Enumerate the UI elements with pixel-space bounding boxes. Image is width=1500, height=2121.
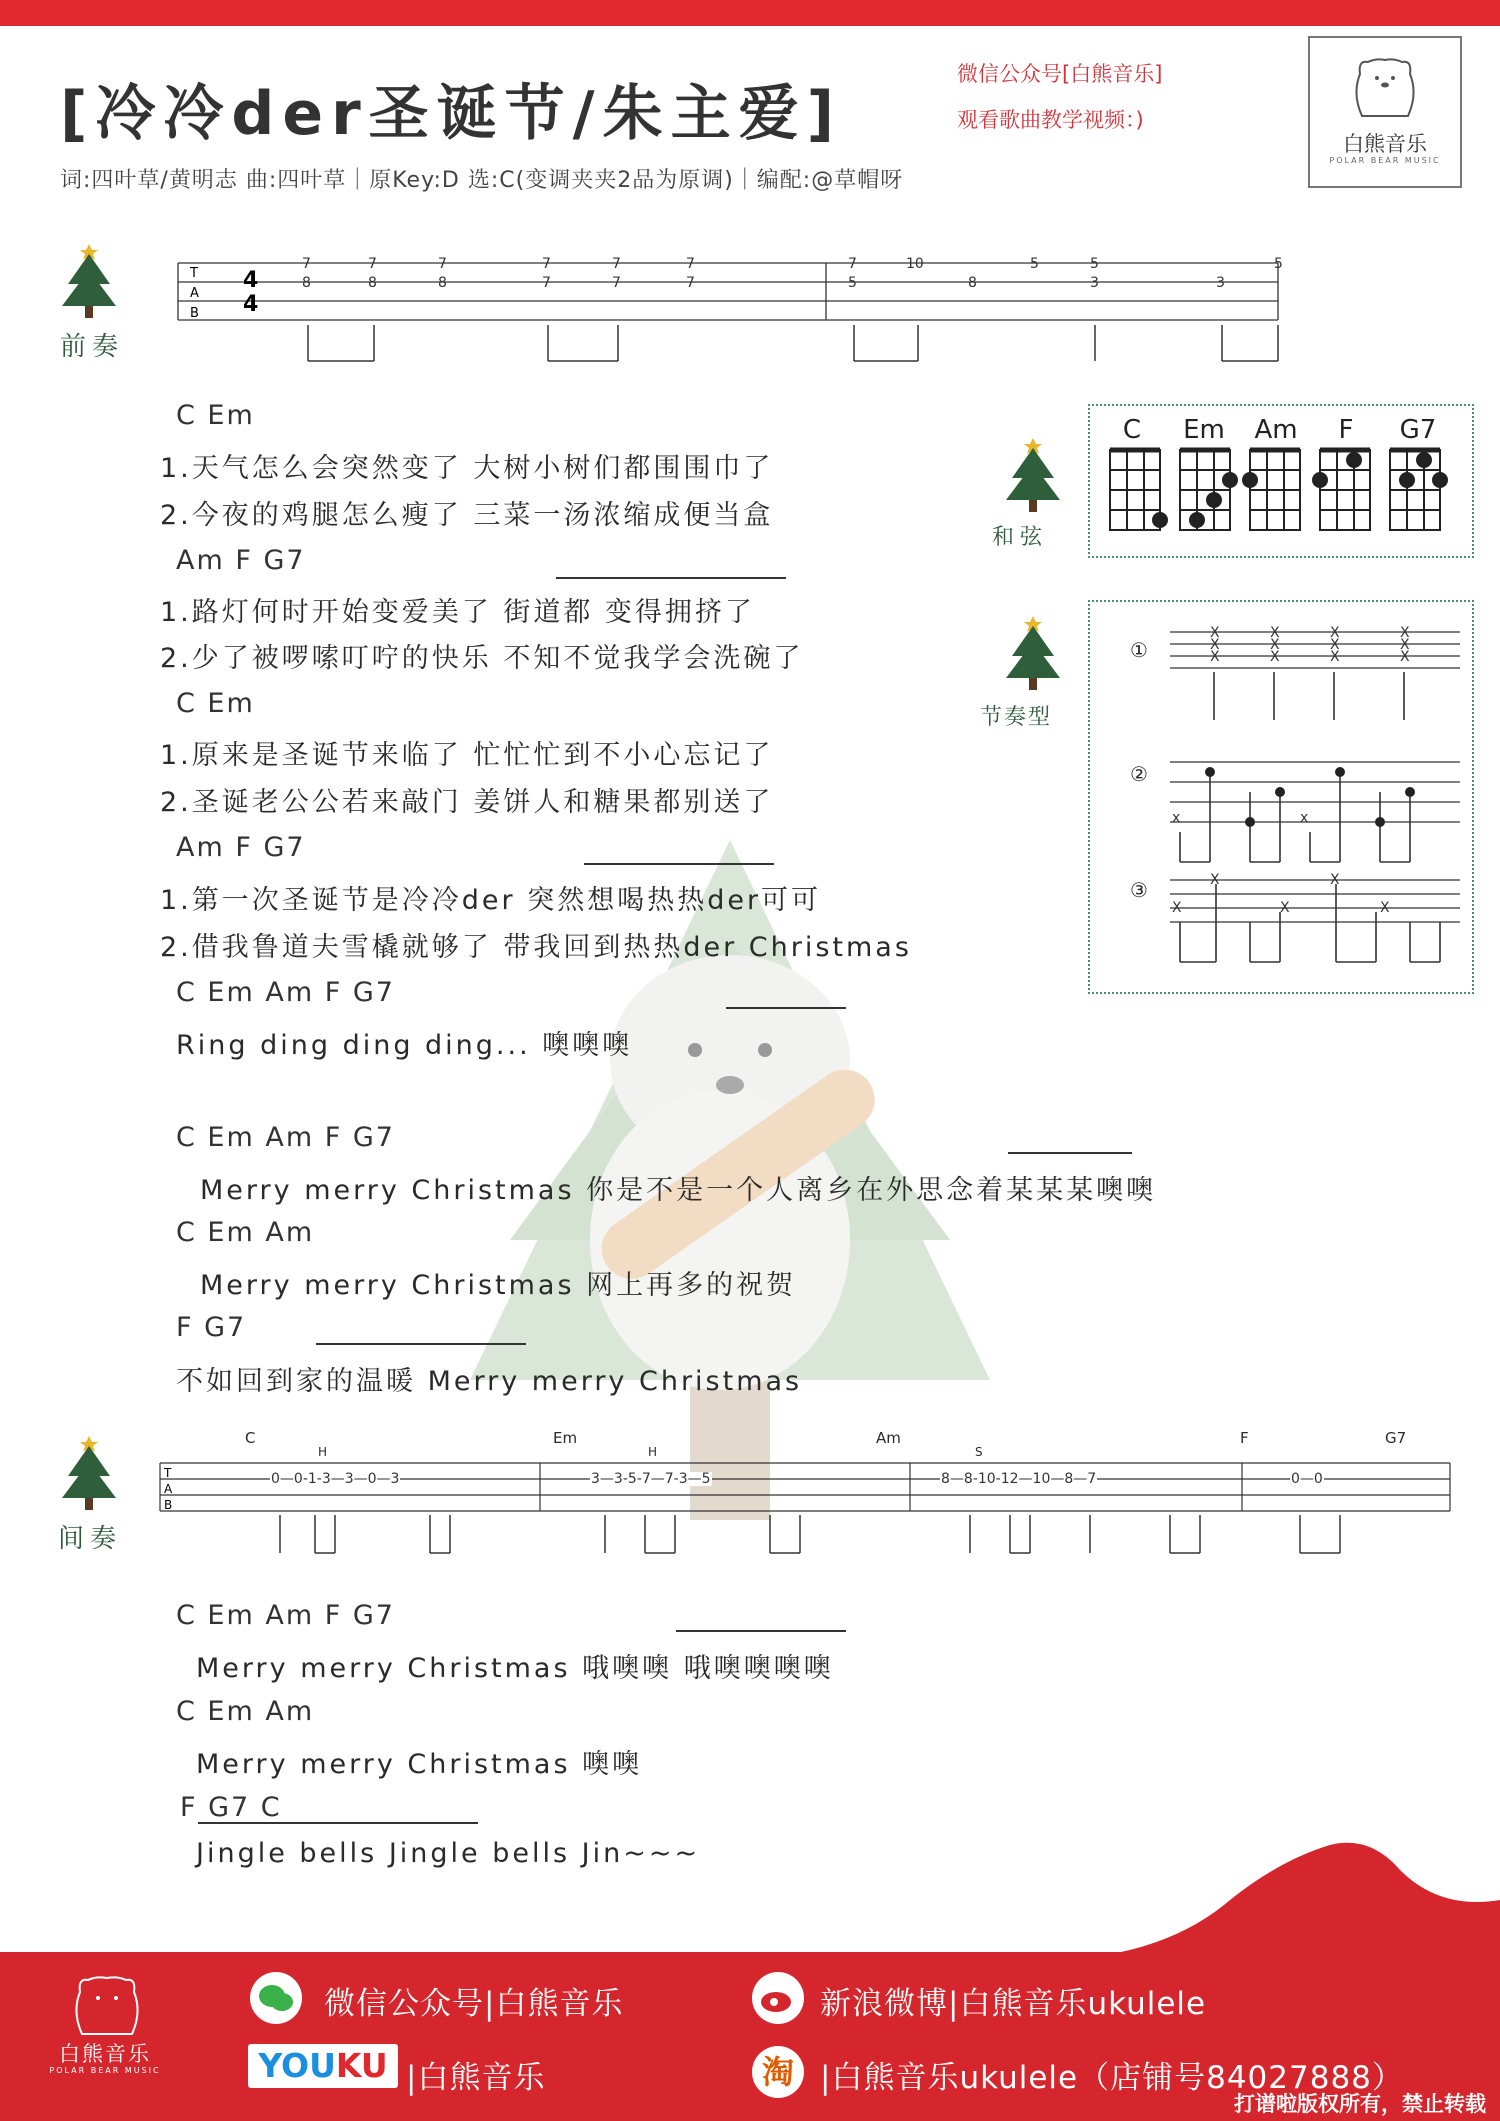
lyric-line: Merry merry Christmas 噢噢 xyxy=(196,1749,643,1780)
svg-text:7: 7 xyxy=(542,275,551,291)
hammer-marker: H xyxy=(648,1445,658,1459)
lyric-line: 2.今夜的鸡腿怎么瘦了 三菜一汤浓缩成便当盒 xyxy=(160,500,774,531)
svg-text:C: C xyxy=(1122,415,1142,445)
chord-underline xyxy=(726,1007,846,1009)
tab-notes: 0—0-1-3—3—0—3 xyxy=(271,1471,400,1487)
svg-text:X: X xyxy=(1210,625,1220,641)
svg-text:8: 8 xyxy=(968,275,977,291)
polar-bear-icon xyxy=(1350,54,1420,120)
svg-text:A: A xyxy=(190,286,199,301)
chord-line: C Em Am xyxy=(176,1696,315,1727)
song-title: [冷冷der圣诞节/朱主爱] xyxy=(60,79,842,149)
svg-text:G7: G7 xyxy=(1399,415,1437,445)
chord-underline xyxy=(556,577,786,579)
footer-mountain-shape xyxy=(1040,1830,1500,1960)
song-credits: 词:四叶草/黄明志 曲:四叶草｜原Key:D 选:C(变调夹夹2品为原调)｜编配:@草帽呀 xyxy=(60,168,904,193)
rhythm-notation xyxy=(1170,622,1460,982)
svg-text:x: x xyxy=(1300,810,1309,826)
chord-line: C Em Am xyxy=(176,1217,315,1248)
svg-text:8: 8 xyxy=(302,275,311,291)
lyric-line: Merry merry Christmas 网上再多的祝贺 xyxy=(200,1270,797,1301)
rhythm-label: 节奏型 xyxy=(980,705,1053,730)
svg-text:3: 3 xyxy=(1216,275,1225,291)
svg-text:7: 7 xyxy=(542,256,551,272)
promo-video: 观看歌曲教学视频：) xyxy=(957,108,1144,132)
svg-text:Em: Em xyxy=(1183,415,1225,445)
svg-text:5: 5 xyxy=(1274,256,1283,272)
chord-marker: Em xyxy=(553,1429,578,1447)
tab-notes: 0—0 xyxy=(1291,1471,1323,1487)
tab-notes: 8—8-10-12—10—8—7 xyxy=(941,1471,1097,1487)
chord-diagrams xyxy=(1096,406,1466,554)
chord-line: C Em Am F G7 xyxy=(176,977,395,1008)
chord-line: F G7 xyxy=(176,1312,247,1343)
svg-text:X: X xyxy=(1210,637,1220,653)
interlude-staff xyxy=(160,1425,1450,1565)
chord-line: F G7 C xyxy=(180,1792,282,1823)
lyric-line: 2.借我鲁道夫雪橇就够了 带我回到热热der Christmas xyxy=(160,932,912,963)
svg-text:5: 5 xyxy=(848,275,857,291)
chord-underline xyxy=(676,1630,846,1632)
footer-wechat: 微信公众号|白熊音乐 xyxy=(324,1986,624,2022)
intro-tablature xyxy=(178,255,1283,370)
svg-text:X: X xyxy=(1330,637,1340,653)
svg-text:5: 5 xyxy=(1090,256,1099,272)
svg-text:Am: Am xyxy=(1254,415,1298,445)
tree-icon xyxy=(58,240,120,322)
svg-text:T: T xyxy=(190,266,198,281)
svg-text:7: 7 xyxy=(686,256,695,272)
pattern-number: ② xyxy=(1130,762,1148,786)
svg-text:3: 3 xyxy=(1090,275,1099,291)
lyric-line: 1.第一次圣诞节是冷冷der 突然想喝热热der可可 xyxy=(160,885,822,916)
chords-label: 和弦 xyxy=(992,525,1049,550)
svg-text:7: 7 xyxy=(848,256,857,272)
pattern-number: ③ xyxy=(1130,878,1148,902)
footer-youku: |白熊音乐 xyxy=(406,2060,546,2096)
footer-logo-name: 白熊音乐 xyxy=(59,2042,151,2066)
brand-logo xyxy=(1308,36,1462,188)
svg-text:10: 10 xyxy=(906,256,924,272)
youku-you: YOU xyxy=(258,2046,336,2085)
svg-text:X: X xyxy=(1210,649,1220,665)
svg-text:X: X xyxy=(1270,625,1280,641)
chord-marker: G7 xyxy=(1385,1429,1407,1447)
promo-wechat: 微信公众号[白熊音乐] xyxy=(957,62,1163,86)
copyright-notice: 打谱啦版权所有，禁止转载 xyxy=(1234,2092,1486,2116)
svg-text:X: X xyxy=(1330,649,1340,665)
svg-text:7: 7 xyxy=(368,256,377,272)
footer-logo-subtitle: POLAR BEAR MUSIC xyxy=(49,2066,161,2075)
weibo-icon xyxy=(752,1972,804,2024)
chord-line: Am F G7 xyxy=(176,832,306,863)
svg-text:T: T xyxy=(164,1466,172,1480)
lyric-line: 2.少了被啰嗦叮咛的快乐 不知不觉我学会洗碗了 xyxy=(160,643,804,674)
svg-text:X: X xyxy=(1280,900,1290,916)
taobao-icon: 淘 xyxy=(752,2046,804,2098)
chord-line: C Em xyxy=(176,400,255,431)
lyric-line: 1.天气怎么会突然变了 大树小树们都围围巾了 xyxy=(160,453,774,484)
tab-notes: 3—3-5-7—7-3—5 xyxy=(591,1471,711,1487)
lyric-line: 1.原来是圣诞节来临了 忙忙忙到不小心忘记了 xyxy=(160,740,774,771)
svg-text:F: F xyxy=(1338,415,1354,445)
svg-text:8: 8 xyxy=(438,275,447,291)
chord-underline xyxy=(1008,1152,1132,1154)
svg-text:7: 7 xyxy=(612,256,621,272)
lyric-line: 2.圣诞老公公若来敲门 姜饼人和糖果都别送了 xyxy=(160,787,774,818)
polar-bear-icon xyxy=(70,1972,144,2036)
svg-text:X: X xyxy=(1210,872,1220,888)
tree-icon xyxy=(1002,434,1064,516)
lyric-line: 1.路灯何时开始变爱美了 街道都 变得拥挤了 xyxy=(160,597,755,628)
tree-icon xyxy=(58,1432,120,1514)
lyric-line: Jingle bells Jingle bells Jin~~~ xyxy=(196,1838,701,1869)
wechat-icon xyxy=(250,1972,302,2024)
lyric-line: 不如回到家的温暖 Merry merry Christmas xyxy=(176,1366,803,1397)
svg-text:X: X xyxy=(1400,637,1410,653)
svg-text:A: A xyxy=(164,1482,173,1496)
svg-text:X: X xyxy=(1400,649,1410,665)
lyric-line: Merry merry Christmas 哦噢噢 哦噢噢噢噢 xyxy=(196,1653,834,1684)
youku-ku: KU xyxy=(335,2046,388,2085)
svg-text:X: X xyxy=(1270,637,1280,653)
chord-line: Am F G7 xyxy=(176,545,306,576)
chord-diagrams-panel xyxy=(1088,404,1474,558)
tree-icon xyxy=(1002,612,1064,694)
svg-text:7: 7 xyxy=(612,275,621,291)
svg-text:x: x xyxy=(1172,810,1181,826)
intro-label: 前奏 xyxy=(60,332,125,362)
svg-text:5: 5 xyxy=(1030,256,1039,272)
hammer-marker: H xyxy=(318,1445,328,1459)
svg-text:X: X xyxy=(1400,625,1410,641)
interlude-tablature xyxy=(160,1425,1450,1565)
rhythm-patterns-panel xyxy=(1088,600,1474,994)
svg-text:4: 4 xyxy=(243,268,259,293)
chord-underline xyxy=(198,1822,478,1824)
footer-weibo: 新浪微博|白熊音乐ukulele xyxy=(820,1986,1207,2022)
svg-text:X: X xyxy=(1330,872,1340,888)
chord-underline xyxy=(316,1343,526,1345)
svg-text:7: 7 xyxy=(438,256,447,272)
footer-taobao: |白熊音乐ukulele（店铺号84027888） xyxy=(820,2060,1404,2096)
svg-text:X: X xyxy=(1270,649,1280,665)
svg-text:B: B xyxy=(190,306,199,321)
chord-line: C Em xyxy=(176,688,255,719)
chord-line: C Em Am F G7 xyxy=(176,1122,395,1153)
lyric-line: Merry merry Christmas 你是不是一个人离乡在外思念着某某某噢噢 xyxy=(200,1175,1157,1206)
chord-underline xyxy=(584,863,774,865)
chord-marker: Am xyxy=(876,1429,901,1447)
svg-text:8: 8 xyxy=(368,275,377,291)
svg-text:B: B xyxy=(164,1498,173,1512)
logo-subtitle: POLAR BEAR MUSIC xyxy=(1329,156,1441,165)
svg-text:X: X xyxy=(1380,900,1390,916)
top-red-bar xyxy=(0,0,1500,26)
svg-text:X: X xyxy=(1172,900,1182,916)
lyric-line: Ring ding ding ding... 噢噢噢 xyxy=(176,1030,633,1061)
svg-text:7: 7 xyxy=(686,275,695,291)
chord-marker: C xyxy=(245,1429,256,1447)
interlude-label: 间奏 xyxy=(58,1524,123,1554)
svg-text:X: X xyxy=(1330,625,1340,641)
chord-marker: F xyxy=(1240,1429,1249,1447)
chord-line: C Em Am F G7 xyxy=(176,1600,395,1631)
pattern-number: ① xyxy=(1130,638,1148,662)
youku-icon xyxy=(248,2044,398,2088)
logo-name: 白熊音乐 xyxy=(1343,132,1427,156)
svg-text:4: 4 xyxy=(243,292,259,317)
svg-text:7: 7 xyxy=(302,256,311,272)
slide-marker: S xyxy=(975,1445,983,1459)
